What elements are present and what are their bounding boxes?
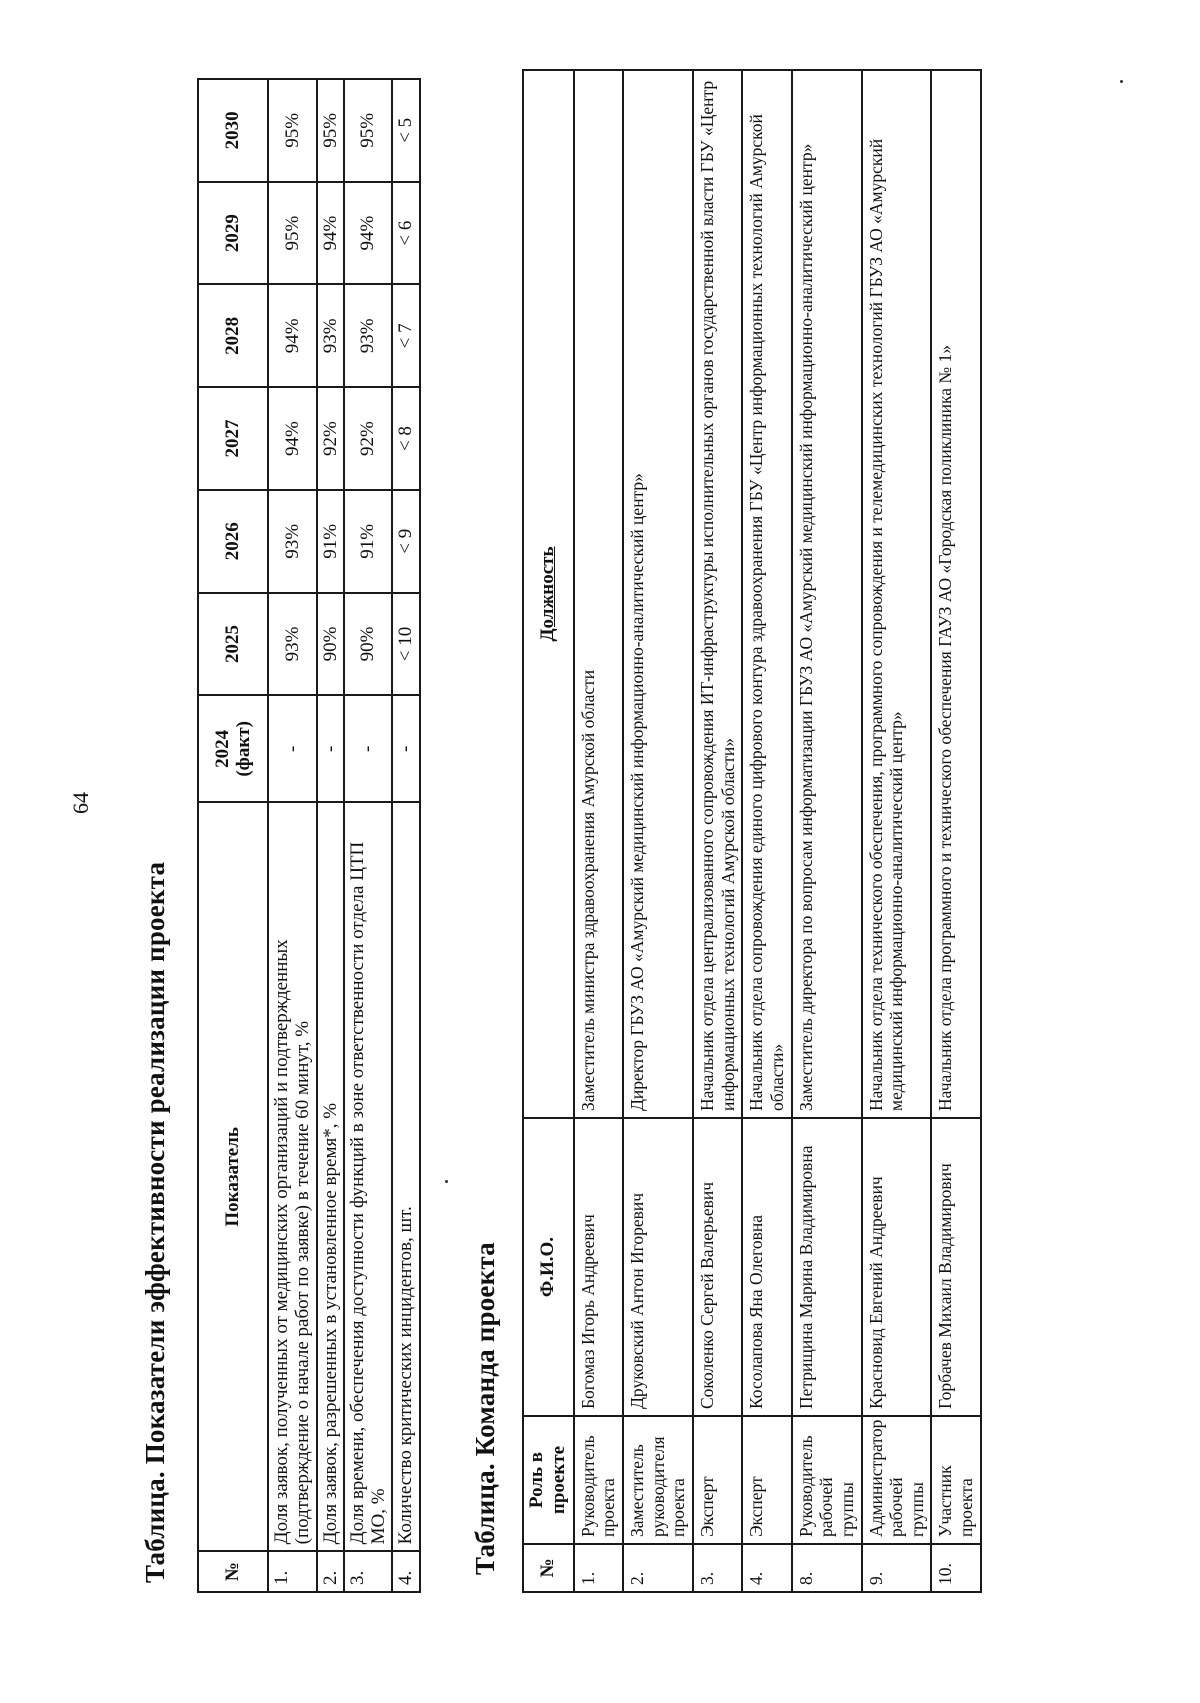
table-row [742, 70, 791, 1592]
col-header-position: Должность [523, 70, 574, 1118]
table-row [623, 70, 693, 1592]
value-2029: 94% [317, 182, 344, 285]
position-cell: Начальник отдела программного и технического обеспечения ГАУЗ АО «Городская поликлиника № 1» [931, 70, 980, 1118]
name-cell: Красновид Евгений Андреевич [862, 1118, 932, 1416]
value-2029: 95% [268, 182, 317, 285]
indicator-cell: Доля заявок, разрешенных в установленное время*, % [317, 802, 344, 1551]
value-2024: - [344, 695, 393, 802]
role-cell: Эксперт [693, 1416, 742, 1544]
value-2029: 94% [344, 182, 393, 285]
col-header-2029: 2029 [198, 182, 268, 285]
indicator-cell: Количество критических инцидентов, шт. [392, 802, 419, 1551]
role-cell: Эксперт [742, 1416, 791, 1544]
value-2026: 91% [344, 490, 393, 593]
row-num: 9. [862, 1544, 932, 1592]
role-cell: Администратор рабочей группы [862, 1416, 932, 1544]
value-2025: 90% [344, 593, 393, 696]
page-number: 64 [68, 792, 93, 814]
value-2026: 93% [268, 490, 317, 593]
table-row [931, 70, 980, 1592]
position-cell: Заместитель министра здравоохранения Амурской области [574, 70, 623, 1118]
row-num: 10. [931, 1544, 980, 1592]
name-cell: Соколенко Сергей Валерьевич [693, 1118, 742, 1416]
value-2027: < 8 [392, 387, 419, 490]
table-row [317, 79, 344, 1592]
col-header-role: Роль в проекте [523, 1416, 574, 1544]
role-cell: Заместитель руководителя проекта [623, 1416, 693, 1544]
table-header-row [198, 79, 268, 1592]
col-header-name: Ф.И.О. [523, 1118, 574, 1416]
value-2027: 92% [317, 387, 344, 490]
position-cell: Начальник отдела централизованного сопровождения ИТ-инфраструктуры исполнительных органов государственной власти ГБУ «Центр информационных технологий Амурской области» [693, 70, 742, 1118]
scan-speck [1120, 80, 1123, 83]
role-cell: Участник проекта [931, 1416, 980, 1544]
value-2025: < 10 [392, 593, 419, 696]
value-2024: - [317, 695, 344, 802]
value-2028: 93% [344, 284, 393, 387]
name-cell: Богомаз Игорь Андреевич [574, 1118, 623, 1416]
position-cell: Начальник отдела сопровождения единого цифрового контура здравоохранения ГБУ «Центр информационных технологий Амурской области» [742, 70, 791, 1118]
value-2028: 93% [317, 284, 344, 387]
row-num: 4. [742, 1544, 791, 1592]
row-num: 4. [392, 1551, 419, 1592]
row-num: 1. [268, 1551, 317, 1592]
table-row [392, 79, 419, 1592]
value-2028: 94% [268, 284, 317, 387]
col-header-2030: 2030 [198, 79, 268, 182]
name-cell: Горбачев Михаил Владимирович [931, 1118, 980, 1416]
row-num: 8. [792, 1544, 862, 1592]
row-num: 2. [317, 1551, 344, 1592]
table-header-row [523, 70, 574, 1592]
name-cell: Петрищина Марина Владимировна [792, 1118, 862, 1416]
position-cell: Директор ГБУЗ АО «Амурский медицинский информационно-аналитический центр» [623, 70, 693, 1118]
value-2028: < 7 [392, 284, 419, 387]
position-cell: Заместитель директора по вопросам информатизации ГБУЗ АО «Амурский медицинский информационно-аналитический центр» [792, 70, 862, 1118]
col-header-2024: 2024 (факт) [198, 695, 268, 802]
value-2030: 95% [317, 79, 344, 182]
col-header-num: № [523, 1544, 574, 1592]
table-row [693, 70, 742, 1592]
role-cell: Руководитель рабочей группы [792, 1416, 862, 1544]
col-header-2028: 2028 [198, 284, 268, 387]
value-2025: 90% [317, 593, 344, 696]
col-header-2026: 2026 [198, 490, 268, 593]
position-cell: Начальник отдела технического обеспечения, программного сопровождения и телемедицинских технологий ГБУЗ АО «Амурский медицинский информационно-аналитический центр» [862, 70, 932, 1118]
table-row [862, 70, 932, 1592]
project-team-table [522, 69, 982, 1593]
indicator-cell: Доля времени, обеспечения доступности функций в зоне ответственности отдела ЦТП МО, % [344, 802, 393, 1551]
table2-title: Таблица. Команда проекта [470, 1242, 500, 1575]
row-num: 2. [623, 1544, 693, 1592]
value-2026: < 9 [392, 490, 419, 593]
role-cell: Руководитель проекта [574, 1416, 623, 1544]
scan-speck [445, 1180, 448, 1183]
value-2024: - [268, 695, 317, 802]
value-2027: 94% [268, 387, 317, 490]
row-num: 3. [344, 1551, 393, 1592]
table-row [344, 79, 393, 1592]
col-header-indicator: Показатель [198, 802, 268, 1551]
value-2027: 92% [344, 387, 393, 490]
col-header-2025: 2025 [198, 593, 268, 696]
table-row [792, 70, 862, 1592]
value-2025: 93% [268, 593, 317, 696]
indicator-cell: Доля заявок, полученных от медицинских организаций и подтвержденных (подтверждение о начале работ по заявке) в течение 60 минут, % [268, 802, 317, 1551]
table-row [268, 79, 317, 1592]
row-num: 1. [574, 1544, 623, 1592]
value-2026: 91% [317, 490, 344, 593]
table-row [574, 70, 623, 1592]
name-cell: Косолапова Яна Олеговна [742, 1118, 791, 1416]
efficiency-indicators-table [197, 78, 421, 1593]
name-cell: Друковский Антон Игоревич [623, 1118, 693, 1416]
table1-title: Таблица. Показатели эффективности реализации проекта [140, 861, 170, 1583]
value-2030: < 5 [392, 79, 419, 182]
col-header-num: № [198, 1551, 268, 1592]
value-2024: - [392, 695, 419, 802]
value-2030: 95% [268, 79, 317, 182]
value-2029: < 6 [392, 182, 419, 285]
value-2030: 95% [344, 79, 393, 182]
col-header-2027: 2027 [198, 387, 268, 490]
row-num: 3. [693, 1544, 742, 1592]
